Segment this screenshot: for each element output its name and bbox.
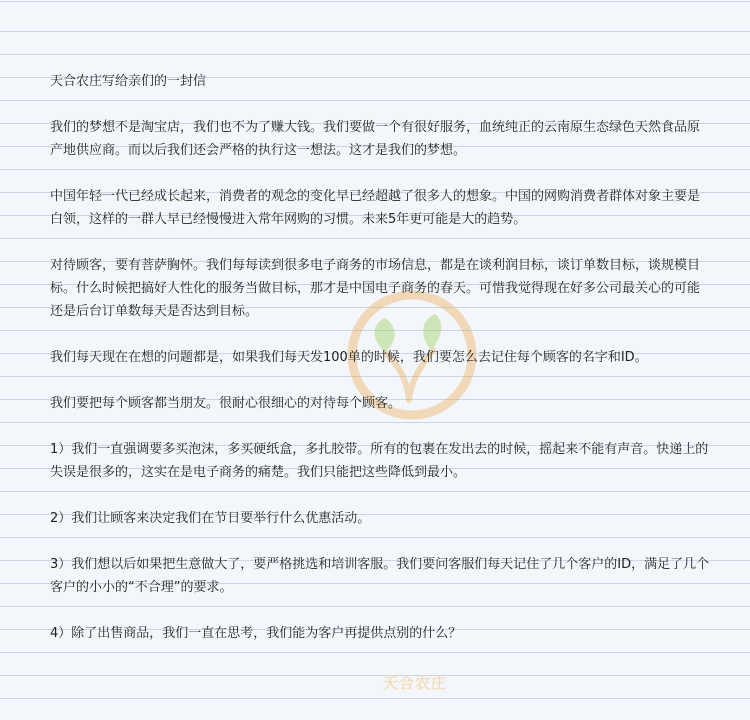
paragraph-dream: 我们的梦想不是淘宝店，我们也不为了赚大钱。我们要做一个有很好服务，血统纯正的云南原生态绿色天然食品原产地供应商。而以后我们还会严格的执行这一想法。这才是我们的梦想。 [50,120,701,158]
paragraph-consumers: 中国年轻一代已经成长起来，消费者的观念的变化早已经超越了很多人的想象。中国的网购消费者群体对象主要是白领，这样的一群人早已经慢慢进入常年网购的习惯。未来5年更可能是大的趋势。 [50,189,701,227]
paragraph-remember-customers: 我们每天现在在想的问题都是，如果我们每天发100单的时候，我们要怎么去记住每个顾客的名字和ID。 [50,350,648,365]
paragraph-point-4: 4）除了出售商品，我们一直在思考，我们能为客户再提供点别的什么？ [50,626,462,641]
letter-body [50,70,710,668]
paragraph-point-3: 3）我们想以后如果把生意做大了，要严格挑选和培训客服。我们要问客服们每天记住了几个客户的ID，满足了几个客户的小小的“不合理”的要求。 [50,557,710,595]
paragraph-friends: 我们要把每个顾客都当朋友。很耐心很细心的对待每个顾客。 [50,396,402,411]
paragraph-customer-attitude: 对待顾客，要有菩萨胸怀。我们每每读到很多电子商务的市场信息，都是在谈利润目标，谈订单数目标，谈规模目标。什么时候把搞好人性化的服务当做目标，那才是中国电子商务的春天。可惜我觉得现在好多公司最关心的可能还是后台订单数每天是否达到目标。 [50,258,701,319]
paragraph-point-2: 2）我们让顾客来决定我们在节日要举行什么优惠活动。 [50,511,371,526]
letter-title: 天合农庄写给亲们的一封信 [50,74,207,89]
watermark-text: 天合农庄 [382,674,447,692]
paragraph-point-1: 1）我们一直强调要多买泡沫，多买硬纸盒，多扎胶带。所有的包裹在发出去的时候，摇起来不能有声音。快递上的失误是很多的，这实在是电子商务的痛楚。我们只能把这些降低到最小。 [50,442,709,480]
